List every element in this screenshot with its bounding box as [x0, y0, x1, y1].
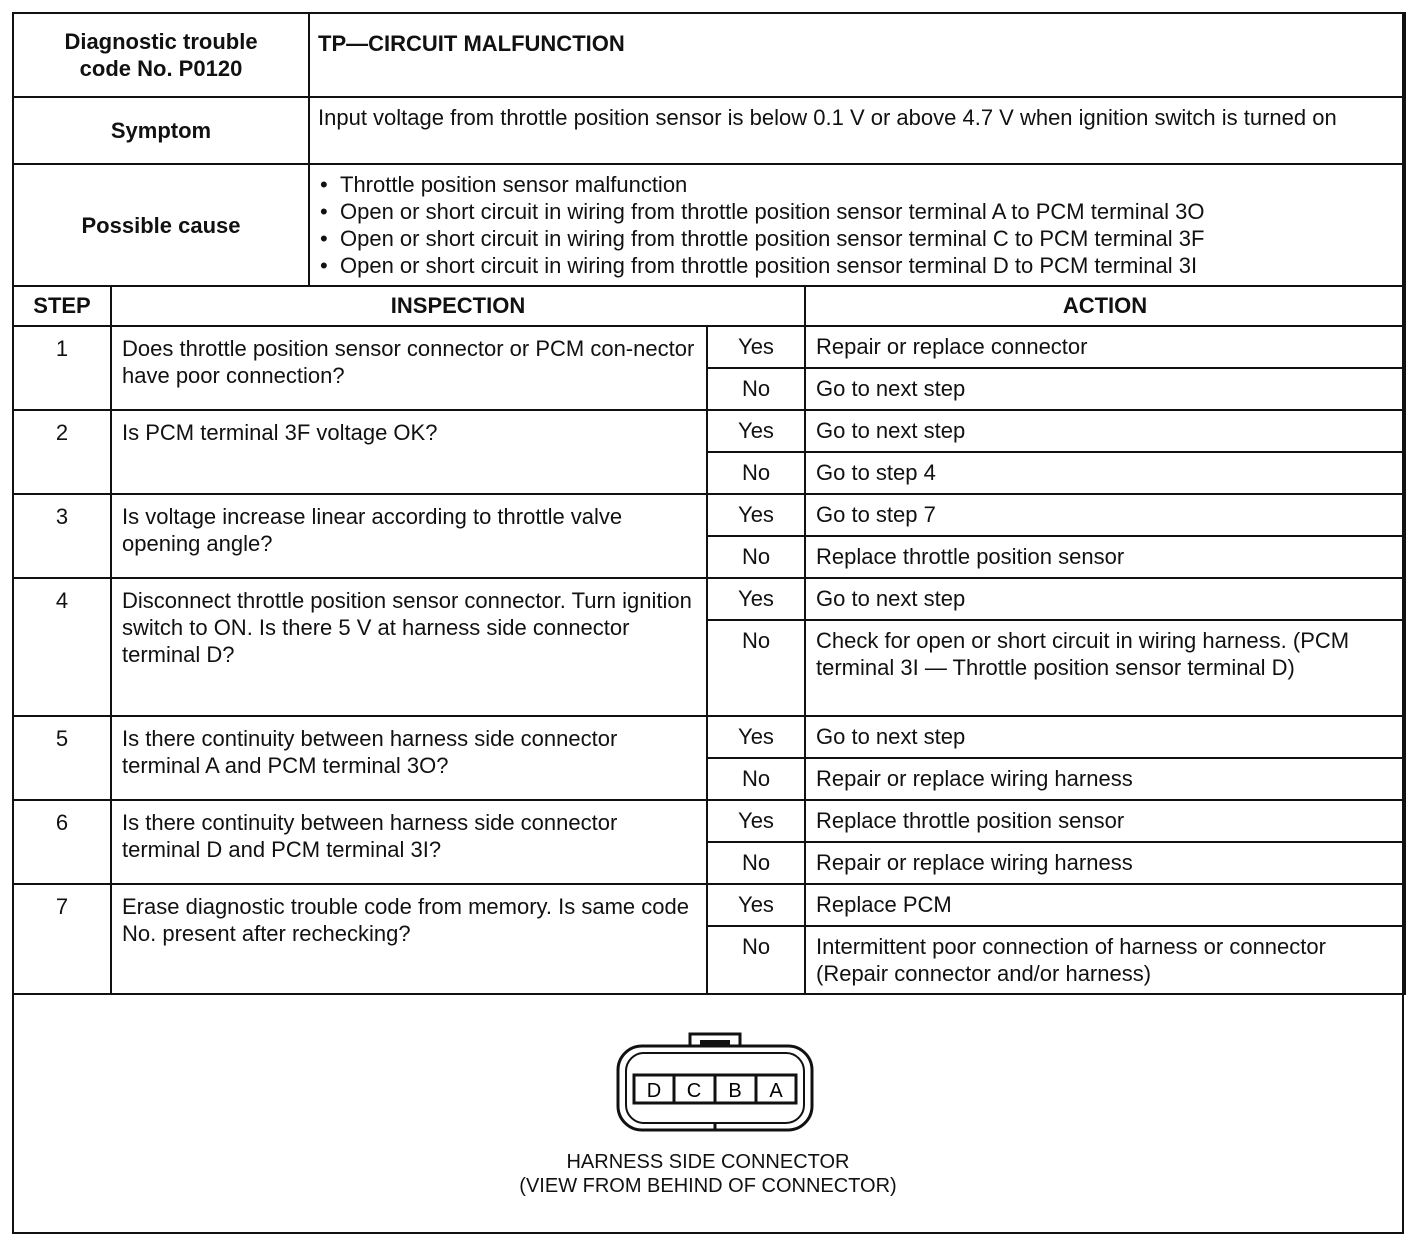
no-action: Repair or replace wiring harness	[805, 758, 1405, 800]
col-action-header: ACTION	[805, 286, 1405, 326]
yes-label: Yes	[707, 800, 805, 842]
step-row-yes	[13, 716, 1405, 758]
yes-label: Yes	[707, 884, 805, 926]
dtc-label: Diagnostic trouble code No. P0120	[13, 13, 309, 97]
step-inspection: Is voltage increase linear according to throttle valve opening angle?	[111, 494, 707, 578]
harness-connector-icon	[12, 990, 1404, 1140]
no-label: No	[707, 842, 805, 884]
cause-item: • Throttle position sensor malfunction	[318, 171, 1396, 198]
cause-label: Possible cause	[13, 164, 309, 286]
step-number: 4	[13, 578, 111, 716]
dtc-header-table	[12, 12, 1406, 287]
symptom-text: Input voltage from throttle position sensor is below 0.1 V or above 4.7 V when ignition switch is turned on	[309, 97, 1405, 164]
yes-label: Yes	[707, 578, 805, 620]
no-action: Intermittent poor connection of harness or connector (Repair connector and/or harness)	[805, 926, 1405, 994]
caption-line-2: (VIEW FROM BEHIND OF CONNECTOR)	[519, 1175, 897, 1197]
no-action: Go to step 4	[805, 452, 1405, 494]
yes-action: Replace PCM	[805, 884, 1405, 926]
yes-label: Yes	[707, 494, 805, 536]
yes-action: Replace throttle position sensor	[805, 800, 1405, 842]
terminal-label: D	[646, 1080, 662, 1102]
no-action: Repair or replace wiring harness	[805, 842, 1405, 884]
symptom-label: Symptom	[13, 97, 309, 164]
no-action: Replace throttle position sensor	[805, 536, 1405, 578]
step-inspection: Is PCM terminal 3F voltage OK?	[111, 410, 707, 494]
step-row-yes	[13, 326, 1405, 368]
step-row-yes	[13, 800, 1405, 842]
step-number: 2	[13, 410, 111, 494]
yes-action: Go to next step	[805, 578, 1405, 620]
cause-item: • Open or short circuit in wiring from throttle position sensor terminal C to PCM terminal 3F	[318, 225, 1396, 252]
caption-line-1: HARNESS SIDE CONNECTOR	[566, 1151, 850, 1173]
yes-action: Go to step 7	[805, 494, 1405, 536]
step-number: 6	[13, 800, 111, 884]
step-inspection: Disconnect throttle position sensor connector. Turn ignition switch to ON. Is there 5 V at harness side connector terminal D?	[111, 578, 707, 716]
yes-label: Yes	[707, 410, 805, 452]
terminal-label: B	[728, 1080, 742, 1102]
no-action: Check for open or short circuit in wiring harness. (PCM terminal 3I — Throttle position sensor terminal D)	[805, 620, 1405, 716]
col-inspection-header: INSPECTION	[111, 286, 805, 326]
connector-caption	[12, 1150, 1404, 1198]
no-action: Go to next step	[805, 368, 1405, 410]
step-number: 3	[13, 494, 111, 578]
step-inspection: Is there continuity between harness side connector terminal D and PCM terminal 3I?	[111, 800, 707, 884]
terminal-label: C	[686, 1080, 702, 1102]
yes-label: Yes	[707, 716, 805, 758]
step-row-yes	[13, 494, 1405, 536]
step-inspection: Does throttle position sensor connector or PCM con-nector have poor connection?	[111, 326, 707, 410]
yes-action: Go to next step	[805, 410, 1405, 452]
no-label: No	[707, 368, 805, 410]
step-number: 7	[13, 884, 111, 994]
step-row-yes	[13, 410, 1405, 452]
step-row-yes	[13, 578, 1405, 620]
cause-cell	[309, 164, 1405, 286]
steps-table	[12, 285, 1406, 995]
no-label: No	[707, 620, 805, 716]
yes-label: Yes	[707, 326, 805, 368]
col-step-header: STEP	[13, 286, 111, 326]
connector-diagram	[12, 990, 1404, 1234]
step-row-yes	[13, 884, 1405, 926]
no-label: No	[707, 452, 805, 494]
step-inspection: Erase diagnostic trouble code from memory. Is same code No. present after rechecking?	[111, 884, 707, 994]
no-label: No	[707, 758, 805, 800]
step-number: 5	[13, 716, 111, 800]
no-label: No	[707, 536, 805, 578]
yes-action: Repair or replace connector	[805, 326, 1405, 368]
step-number: 1	[13, 326, 111, 410]
cause-item: • Open or short circuit in wiring from throttle position sensor terminal D to PCM terminal 3I	[318, 252, 1396, 279]
no-label: No	[707, 926, 805, 994]
cause-list	[318, 171, 1396, 279]
yes-action: Go to next step	[805, 716, 1405, 758]
step-inspection: Is there continuity between harness side connector terminal A and PCM terminal 3O?	[111, 716, 707, 800]
cause-item: • Open or short circuit in wiring from throttle position sensor terminal A to PCM terminal 3O	[318, 198, 1396, 225]
dtc-title: TP—CIRCUIT MALFUNCTION	[309, 13, 1405, 97]
terminal-label: A	[769, 1080, 783, 1102]
